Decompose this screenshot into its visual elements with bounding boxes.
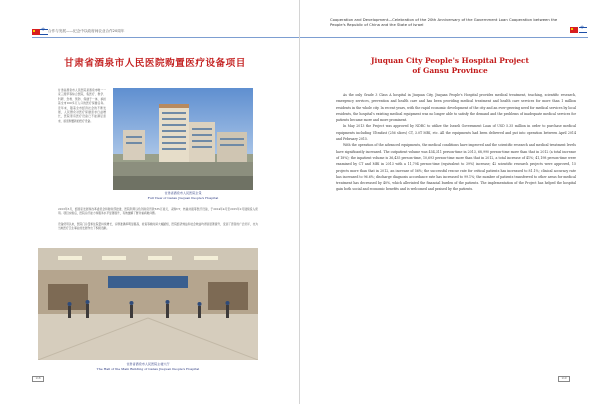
page-number-left: 118 bbox=[32, 376, 44, 382]
photo-caption-bottom bbox=[38, 362, 258, 371]
page-title-cn: 甘肃省酒泉市人民医院购置医疗设备项目 bbox=[64, 58, 246, 69]
right-page bbox=[300, 0, 600, 404]
photo-caption-top bbox=[113, 191, 253, 200]
header-rule bbox=[300, 37, 588, 38]
page-title-en-line-2: of Gansu Province bbox=[412, 66, 488, 75]
left-page-header bbox=[0, 0, 299, 40]
intro-paragraph-cn: 甘肃省酒泉市人民医院是酒泉市唯一一家三级甲等综合医院，集医疗、教学、科研、急救、预防、保健于一体，承担着全市100多万人口的医疗保健任务。近年来，随着全市经济社会的不断发展，人民群众对医疗保健需求日益增长，医院原有医疗设备已不能满足需求，亟需购置新的医疗设备。 bbox=[58, 88, 106, 123]
china-flag-icon bbox=[570, 27, 578, 33]
page-title-en bbox=[320, 56, 580, 76]
israel-flag-icon bbox=[40, 29, 48, 35]
hospital-hall-photo bbox=[38, 248, 258, 360]
body-text-en bbox=[336, 92, 576, 193]
left-header-text: 合作与发展——纪念中以政府间农业合作20周年 bbox=[48, 29, 125, 33]
body-paragraph-cn-2: 设备使用以来，医院门诊量和住院量持续增长，诊断准确率明显提高，检查等候时间大幅缩短，医院经济效益和社会效益均得到显著提升，受到了患者的广泛好评，也为当地医疗卫生事业的发展作出了积极贡献。 bbox=[58, 222, 258, 231]
china-flag-icon bbox=[32, 29, 40, 35]
page-title-en-line-1: Jiuquan City People's Hospital Project bbox=[371, 56, 529, 65]
photo-caption-top-cn: 甘肃省酒泉市人民医院全景 bbox=[164, 191, 202, 195]
page-number-right: 119 bbox=[558, 376, 570, 382]
photo-caption-top-en: Full View of Gansu Jiuquan People's Hospital bbox=[147, 195, 219, 200]
israel-flag-icon bbox=[579, 27, 587, 33]
hospital-panorama-photo bbox=[113, 88, 253, 190]
photo-caption-bottom-cn: 甘肃省酒泉市人民医院主楼大厅 bbox=[126, 362, 170, 366]
photo-caption-bottom-en: The Hall of the Main Building of Gansu Jiuquan People's Hospital bbox=[96, 366, 200, 371]
body-paragraph-en-1: As the only Grade 3 Class A hospital in Jiuquan City, Jiuquan People's Hospital provides medical treatment, teaching, scientific research, emergency services, prevention and health care and has been providing medical treatment and health care services for more than 1 million residents in the whole city. In recent years, with the rapid economic development of the city and an ever-growing need for medical services by local residents, the hospital's existing medical equipment was no longer able to satisfy the demand and the problems of inadequate medical services for patients became more and more prominent. bbox=[336, 93, 576, 123]
body-paragraph-en-2: In May 2013 the Project was approved by NDRC to utilize the Israeli Government Loan of USD 5.35 million in order to purchase medical equipments including Ultrafast (256 slices) CT, 3.0T MRI, etc. All the equipments had been delivered and put into operation between April 2014 and February 2015. bbox=[336, 124, 576, 142]
header-rule bbox=[32, 37, 299, 38]
body-paragraph-en-3: With the operation of the advanced equipments, the medical conditions have improved and the scientific research and medical treatment levels have significantly increased. The outpatient volume was 454,311 person-time in 2013, 68,990 person-time more than that in 2012 (a total increase of 18%); the inpatient volume is 36,435 person-time, 10,693 person-time more than that in 2012, a total increase of 41%; 41,198 person-time were examined by CT and MRI in 2013 with a 11,794 person-time (equivalent to 39%) increase; 42 scientific research projects were approved, 15 projects more than that in 2012, an increase of 56%; the successful rescue rate for critical patients has increased to 81.1%; clinical accuracy rate has increased to 96.6%; discharge diagnosis accordance rate has increased to 99.1%; the number of patients transferred to other areas for medical treatment has decreased by 40%, which alleviated the financial burden of the patients. The implementation of the Project has helped the hospital gain both social and economic benefits and is welcomed and praised by the patients. bbox=[336, 143, 576, 192]
body-paragraph-cn-1: 2013年5月，经国家发展和改革委员会和财政部批准，医院利用以色列政府贷款535万美元，采购CT、核磁共振等医疗设备，于2014年4月至2015年2月陆续投入使用。项目实施后，医院诊疗能力和服务水平显著提升，有效缓解了群众看病难问题。 bbox=[58, 207, 258, 216]
right-header-text: Cooperation and Development—Celebration of the 20th Anniversary of the Government Loan Cooperation between the People's Republic of China and the State of Israel bbox=[330, 17, 558, 27]
right-page-header bbox=[300, 0, 600, 40]
